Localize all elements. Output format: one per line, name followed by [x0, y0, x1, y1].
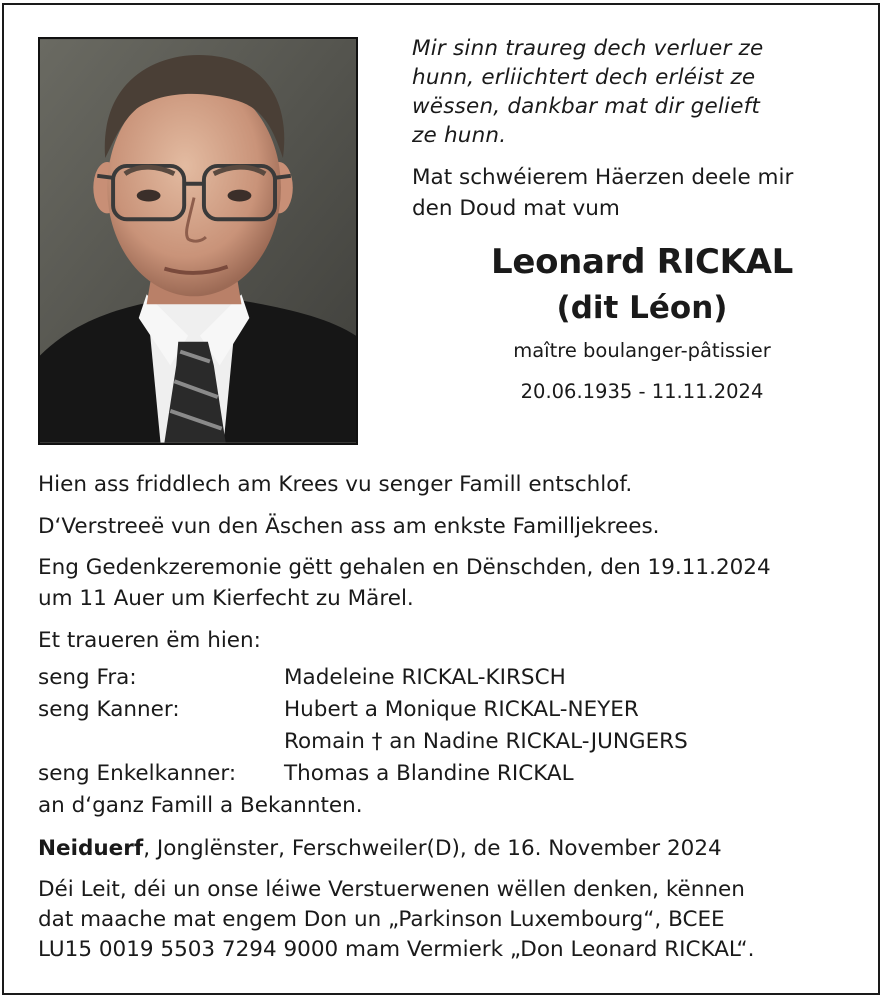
body-text-line: D‘Verstreeë vun den Äschen ass am enkste Familljekrees.: [38, 514, 660, 539]
body-text-line: Hien ass friddlech am Krees vu senger Famill entschlof.: [38, 472, 633, 497]
mourner-label: seng Kanner:: [38, 697, 180, 722]
quote-line: hunn, erliichtert dech erléist ze: [412, 65, 756, 90]
mourner-name: Hubert a Monique RICKAL-NEYER: [284, 697, 639, 722]
announcement-text: [412, 162, 862, 224]
mourner-name: Madeleine RICKAL-KIRSCH: [284, 665, 566, 690]
announcement-line: den Doud mat vum: [412, 196, 620, 221]
mourner-name: Romain † an Nadine RICKAL-JUNGERS: [284, 729, 688, 754]
body-text-line: um 11 Auer um Kierfecht zu Märel.: [38, 586, 414, 611]
mourner-label: seng Enkelkanner:: [38, 761, 237, 786]
life-dates: 20.06.1935 - 11.11.2024: [520, 380, 764, 403]
memorial-quote: [412, 34, 862, 150]
donation-line: LU15 0019 5503 7294 9000 mam Vermierk „Don Leonard RICKAL“.: [38, 937, 755, 962]
mourners-others: an d‘ganz Famill a Bekannten.: [38, 793, 363, 818]
mourner-label: seng Fra:: [38, 665, 137, 690]
announcement-line: Mat schwéierem Häerzen deele mir: [412, 165, 794, 190]
donation-line: dat maache mat engem Don un „Parkinson Luxembourg“, BCEE: [38, 907, 725, 932]
place-name: Neiduerf: [38, 836, 144, 861]
mourner-name: Thomas a Blandine RICKAL: [284, 761, 574, 786]
deceased-nickname: (dit Léon): [556, 290, 728, 326]
quote-line: ze hunn.: [412, 123, 507, 148]
deceased-name: Leonard RICKAL: [490, 242, 794, 282]
body-text-line: Eng Gedenkzeremonie gëtt gehalen en Dënschden, den 19.11.2024: [38, 555, 771, 580]
place-date-line: [38, 834, 722, 864]
deceased-profession: maître boulanger-pâtissier: [513, 339, 771, 362]
quote-line: wëssen, dankbar mat dir gelieft: [412, 94, 761, 119]
donation-line: Déi Leit, déi un onse léiwe Verstuerwenen wëllen denken, kënnen: [38, 877, 745, 902]
portrait-photo: [38, 37, 358, 445]
place-rest: , Jonglënster, Ferschweiler(D), de 16. November 2024: [143, 836, 722, 861]
mourners-intro: Et traueren ëm hien:: [38, 628, 261, 653]
quote-line: Mir sinn traureg dech verluer ze: [412, 36, 764, 61]
